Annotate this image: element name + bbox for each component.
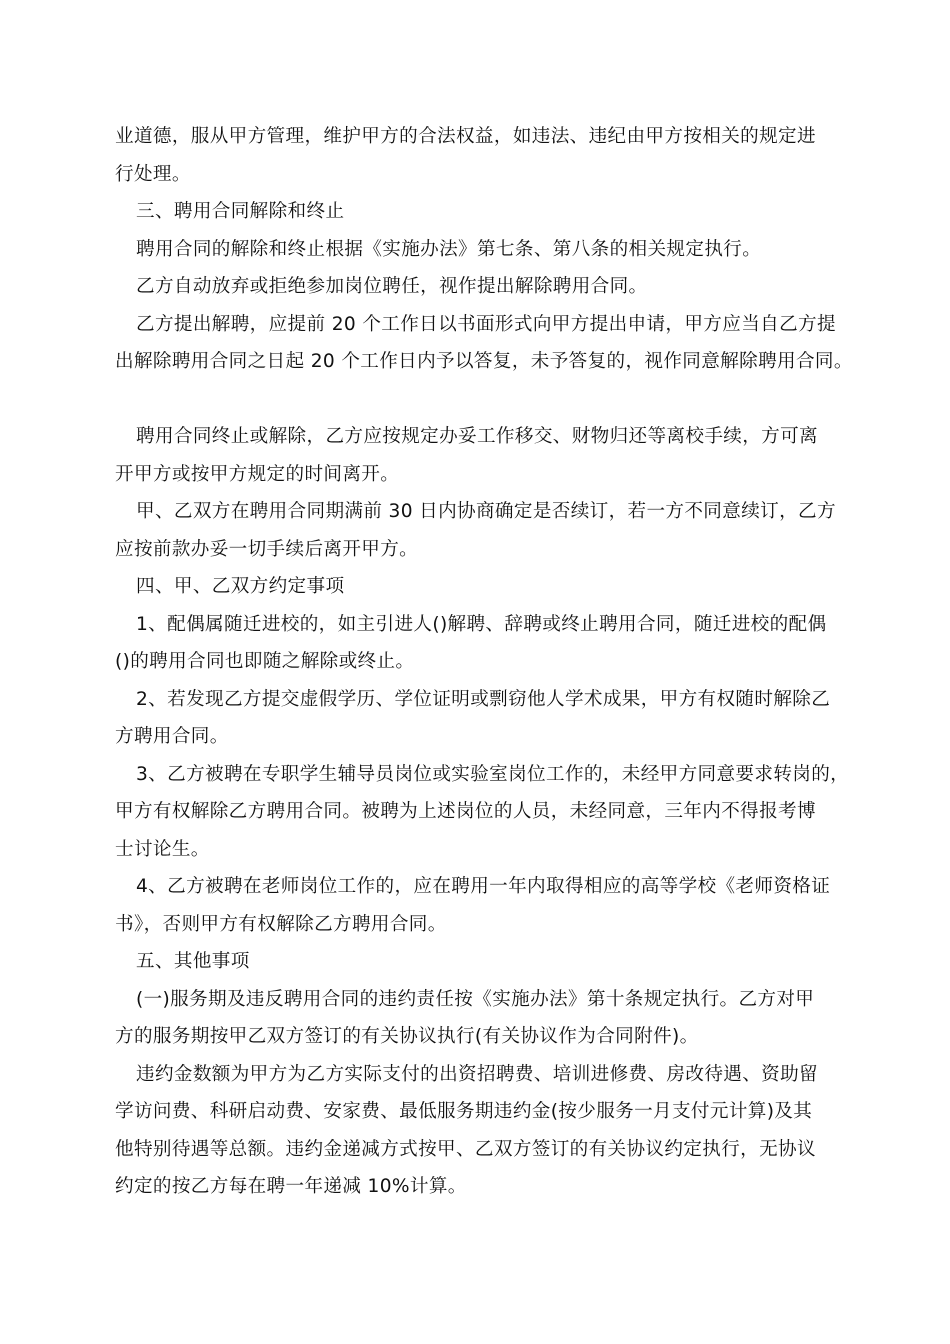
- text-line: 士讨论生。: [115, 838, 210, 860]
- text-line: 方聘用合同。: [115, 726, 229, 747]
- text-line: 甲方有权解除乙方聘用合同。被聘为上述岗位的人员，未经同意，三年内不得报考博: [115, 801, 816, 822]
- text-line: 方的服务期按甲乙双方签订的有关协议执行(有关协议作为合同附件)。: [115, 1026, 699, 1047]
- text-line: 约定的按乙方每在聘一年递减 10%计算。: [115, 1176, 467, 1197]
- text-line: 开甲方或按甲方规定的时间离开。: [115, 463, 400, 485]
- text-line: 4、乙方被聘在老师岗位工作的，应在聘用一年内取得相应的高等学校《老师资格证: [136, 876, 831, 897]
- text-line: 应按前款办妥一切手续后离开甲方。: [115, 538, 419, 560]
- section-heading: 五、其他事项: [136, 951, 250, 972]
- text-line: 2、若发现乙方提交虚假学历、学位证明或剽窃他人学术成果，甲方有权随时解除乙: [136, 688, 831, 710]
- text-line: 他特别待遇等总额。违约金递减方式按甲、乙双方签订的有关协议约定执行，无协议: [115, 1138, 816, 1160]
- text-line: 违约金数额为甲方为乙方实际支付的出资招聘费、培训进修费、房改待遇、资助留: [136, 1063, 818, 1085]
- text-line: 业道德，服从甲方管理，维护甲方的合法权益，如违法、违纪由甲方按相关的规定进: [115, 126, 816, 147]
- text-line: 出解除聘用合同之日起 20 个工作日内予以答复，未予答复的，视作同意解除聘用合同。: [115, 351, 853, 372]
- text-line: 学访问费、科研启动费、安家费、最低服务期违约金(按少服务一月支付元计算)及其: [115, 1101, 813, 1122]
- text-line: 乙方自动放弃或拒绝参加岗位聘任，视作提出解除聘用合同。: [136, 276, 648, 297]
- text-line: 书》，否则甲方有权解除乙方聘用合同。: [115, 913, 447, 935]
- text-line: 行处理。: [115, 163, 191, 185]
- text-line: 聘用合同终止或解除，乙方应按规定办妥工作移交、财物归还等离校手续，方可离: [136, 426, 818, 447]
- text-line: 1、配偶属随迁进校的，如主引进人()解聘、辞聘或终止聘用合同，随迁进校的配偶: [136, 613, 827, 635]
- text-line: 乙方提出解聘，应提前 20 个工作日以书面形式向甲方提出申请，甲方应当自乙方提: [136, 313, 836, 335]
- document-body: [115, 118, 853, 1206]
- text-line: (一)服务期及违反聘用合同的违约责任按《实施办法》第十条规定执行。乙方对甲: [136, 988, 815, 1010]
- text-line: 3、乙方被聘在专职学生辅导员岗位或实验室岗位工作的，未经甲方同意要求转岗的，: [136, 763, 850, 785]
- section-heading: 四、甲、乙双方约定事项: [136, 576, 345, 597]
- text-line: 甲、乙双方在聘用合同期满前 30 日内协商确定是否续订，若一方不同意续订，乙方: [136, 501, 836, 522]
- section-heading: 三、聘用合同解除和终止: [136, 201, 345, 222]
- blank-line: [115, 381, 850, 419]
- text-line: 聘用合同的解除和终止根据《实施办法》第七条、第八条的相关规定执行。: [136, 238, 762, 260]
- text-line: ()的聘用合同也即随之解除或终止。: [115, 651, 415, 672]
